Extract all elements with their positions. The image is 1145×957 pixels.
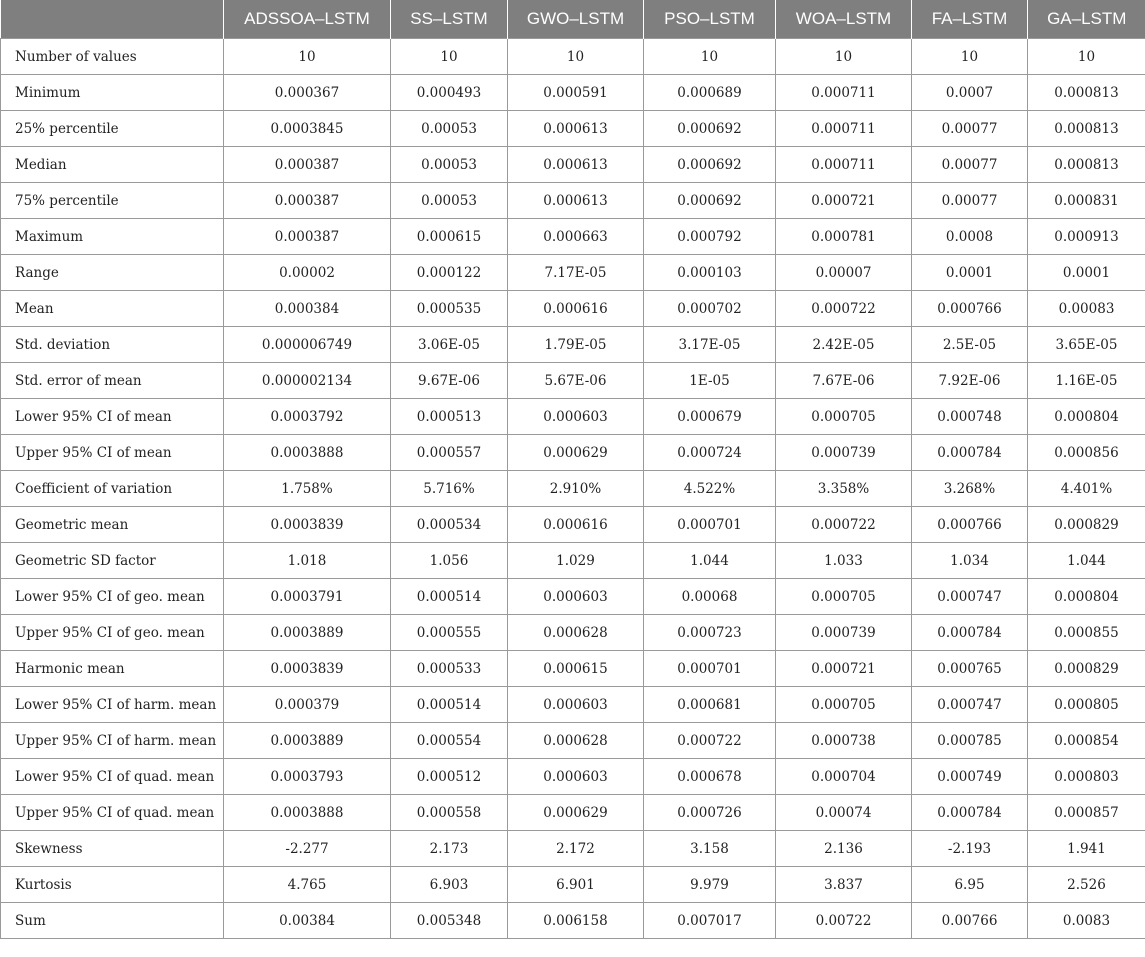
- table-cell: 0.000514: [391, 579, 508, 615]
- row-label: Range: [1, 255, 224, 291]
- table-cell: 0.000813: [1028, 147, 1145, 183]
- table-cell: 0.000829: [1028, 507, 1145, 543]
- row-label: Maximum: [1, 219, 224, 255]
- table-cell: 0.00077: [912, 111, 1028, 147]
- table-cell: 0.000615: [508, 651, 644, 687]
- row-label: Geometric SD factor: [1, 543, 224, 579]
- table-cell: 0.000558: [391, 795, 508, 831]
- table-cell: 1.056: [391, 543, 508, 579]
- table-cell: 0.000535: [391, 291, 508, 327]
- table-row: [1, 759, 1145, 795]
- row-label: Lower 95% CI of quad. mean: [1, 759, 224, 795]
- table-cell: 0.000747: [912, 687, 1028, 723]
- table-cell: 0.00077: [912, 147, 1028, 183]
- table-cell: 0.000766: [912, 507, 1028, 543]
- table-cell: 0.0003888: [224, 795, 391, 831]
- table-cell: 0.000856: [1028, 435, 1145, 471]
- table-cell: 0.000628: [508, 723, 644, 759]
- table-cell: 0.0083: [1028, 903, 1145, 939]
- table-cell: 0.000629: [508, 435, 644, 471]
- table-cell: 10: [776, 39, 912, 75]
- table-cell: 2.42E-05: [776, 327, 912, 363]
- table-cell: 0.0003889: [224, 723, 391, 759]
- table-cell: 0.000722: [776, 291, 912, 327]
- table-cell: 0.000829: [1028, 651, 1145, 687]
- table-row: [1, 183, 1145, 219]
- table-cell: 3.06E-05: [391, 327, 508, 363]
- table-cell: 0.000724: [644, 435, 776, 471]
- table-header: [1, 0, 1145, 39]
- table-cell: 0.000679: [644, 399, 776, 435]
- table-row: [1, 147, 1145, 183]
- table-cell: 0.000913: [1028, 219, 1145, 255]
- table-cell: 0.005348: [391, 903, 508, 939]
- table-cell: 0.000628: [508, 615, 644, 651]
- table-cell: 0.000705: [776, 399, 912, 435]
- table-cell: 5.67E-06: [508, 363, 644, 399]
- table-cell: 0.000554: [391, 723, 508, 759]
- table-row: [1, 435, 1145, 471]
- table-cell: 0.000705: [776, 579, 912, 615]
- table-cell: 0.000701: [644, 507, 776, 543]
- row-label: Geometric mean: [1, 507, 224, 543]
- table-cell: 0.000766: [912, 291, 1028, 327]
- table-cell: 0.000613: [508, 183, 644, 219]
- table-cell: 0.000603: [508, 399, 644, 435]
- table-cell: 0.000804: [1028, 399, 1145, 435]
- table-cell: 3.17E-05: [644, 327, 776, 363]
- row-label: Minimum: [1, 75, 224, 111]
- table-cell: 0.000701: [644, 651, 776, 687]
- table-cell: 0.00074: [776, 795, 912, 831]
- table-cell: 0.000723: [644, 615, 776, 651]
- table-cell: 3.268%: [912, 471, 1028, 507]
- table-cell: 0.000555: [391, 615, 508, 651]
- table-cell: 0.000689: [644, 75, 776, 111]
- table-row: [1, 219, 1145, 255]
- table-row: [1, 867, 1145, 903]
- table-cell: 0.000722: [644, 723, 776, 759]
- table-cell: 0.000514: [391, 687, 508, 723]
- table-cell: 0.0003791: [224, 579, 391, 615]
- table-cell: 1.033: [776, 543, 912, 579]
- row-label: Upper 95% CI of quad. mean: [1, 795, 224, 831]
- table-cell: 0.000512: [391, 759, 508, 795]
- table-cell: 0.00053: [391, 183, 508, 219]
- table-cell: 1.044: [644, 543, 776, 579]
- table-cell: 0.00083: [1028, 291, 1145, 327]
- table-cell: 2.526: [1028, 867, 1145, 903]
- table-cell: 1.034: [912, 543, 1028, 579]
- table-cell: 1.018: [224, 543, 391, 579]
- table-cell: 0.00068: [644, 579, 776, 615]
- table-cell: 0.000804: [1028, 579, 1145, 615]
- row-label: Std. deviation: [1, 327, 224, 363]
- table-cell: 1E-05: [644, 363, 776, 399]
- table-cell: 0.0003792: [224, 399, 391, 435]
- row-label: Upper 95% CI of geo. mean: [1, 615, 224, 651]
- table-cell: 7.67E-06: [776, 363, 912, 399]
- table-body: [1, 39, 1145, 939]
- table-cell: 0.000748: [912, 399, 1028, 435]
- table-cell: 0.0007: [912, 75, 1028, 111]
- table-cell: 0.000678: [644, 759, 776, 795]
- table-cell: 0.0003839: [224, 507, 391, 543]
- table-cell: 1.79E-05: [508, 327, 644, 363]
- table-cell: 0.000629: [508, 795, 644, 831]
- row-label: 75% percentile: [1, 183, 224, 219]
- table-cell: 10: [391, 39, 508, 75]
- table-cell: 0.000702: [644, 291, 776, 327]
- table-cell: 0.00007: [776, 255, 912, 291]
- column-header: WOA–LSTM: [776, 0, 912, 39]
- row-label: Harmonic mean: [1, 651, 224, 687]
- table-cell: 10: [912, 39, 1028, 75]
- table-cell: 0.000692: [644, 183, 776, 219]
- table-cell: 0.000747: [912, 579, 1028, 615]
- column-header: ADSSOA–LSTM: [224, 0, 391, 39]
- table-cell: 0.0001: [1028, 255, 1145, 291]
- table-cell: 0.000613: [508, 111, 644, 147]
- table-cell: 2.910%: [508, 471, 644, 507]
- table-row: [1, 363, 1145, 399]
- table-row: [1, 255, 1145, 291]
- table-cell: 0.000805: [1028, 687, 1145, 723]
- table-cell: 10: [1028, 39, 1145, 75]
- table-cell: 0.000557: [391, 435, 508, 471]
- table-cell: 0.000615: [391, 219, 508, 255]
- row-label: Kurtosis: [1, 867, 224, 903]
- table-cell: 0.000721: [776, 183, 912, 219]
- table-cell: 0.00053: [391, 147, 508, 183]
- column-header: PSO–LSTM: [644, 0, 776, 39]
- table-cell: 4.765: [224, 867, 391, 903]
- table-cell: 0.000384: [224, 291, 391, 327]
- table-row: [1, 687, 1145, 723]
- table-cell: 2.173: [391, 831, 508, 867]
- table-cell: 0.000613: [508, 147, 644, 183]
- table-cell: 10: [644, 39, 776, 75]
- table-cell: 0.000749: [912, 759, 1028, 795]
- table-cell: 0.000857: [1028, 795, 1145, 831]
- table-cell: 0.00002: [224, 255, 391, 291]
- table-cell: 0.000792: [644, 219, 776, 255]
- table-cell: 0.000726: [644, 795, 776, 831]
- table-row: [1, 723, 1145, 759]
- table-cell: 0.000379: [224, 687, 391, 723]
- table-row: [1, 291, 1145, 327]
- row-label: 25% percentile: [1, 111, 224, 147]
- table-cell: 2.5E-05: [912, 327, 1028, 363]
- table-cell: 0.000616: [508, 291, 644, 327]
- table-cell: 0.000739: [776, 615, 912, 651]
- table-cell: 3.158: [644, 831, 776, 867]
- table-cell: 0.000781: [776, 219, 912, 255]
- table-cell: 0.00766: [912, 903, 1028, 939]
- row-label: Upper 95% CI of mean: [1, 435, 224, 471]
- table-cell: 0.000813: [1028, 111, 1145, 147]
- table-cell: 0.0008: [912, 219, 1028, 255]
- table-cell: 0.000721: [776, 651, 912, 687]
- table-cell: 7.92E-06: [912, 363, 1028, 399]
- row-label: Skewness: [1, 831, 224, 867]
- table-row: [1, 543, 1145, 579]
- table-cell: 0.0003889: [224, 615, 391, 651]
- table-cell: 0.000855: [1028, 615, 1145, 651]
- table-cell: 0.000387: [224, 219, 391, 255]
- table-row: [1, 579, 1145, 615]
- table-cell: 3.837: [776, 867, 912, 903]
- table-cell: 0.000738: [776, 723, 912, 759]
- table-cell: -2.277: [224, 831, 391, 867]
- table-cell: 0.000681: [644, 687, 776, 723]
- table-cell: 0.0001: [912, 255, 1028, 291]
- table-cell: 0.0003839: [224, 651, 391, 687]
- column-header: SS–LSTM: [391, 0, 508, 39]
- header-row: [1, 0, 1145, 39]
- table-cell: 0.000831: [1028, 183, 1145, 219]
- table-cell: 0.000739: [776, 435, 912, 471]
- table-row: [1, 651, 1145, 687]
- table-cell: 0.000493: [391, 75, 508, 111]
- table-cell: 3.358%: [776, 471, 912, 507]
- table-cell: 1.029: [508, 543, 644, 579]
- table-row: [1, 75, 1145, 111]
- table-cell: 7.17E-05: [508, 255, 644, 291]
- table-cell: 0.00722: [776, 903, 912, 939]
- table-cell: 4.522%: [644, 471, 776, 507]
- table-cell: 1.941: [1028, 831, 1145, 867]
- table-row: [1, 471, 1145, 507]
- table-row: [1, 615, 1145, 651]
- table-cell: 0.000663: [508, 219, 644, 255]
- table-cell: 0.000765: [912, 651, 1028, 687]
- table-row: [1, 39, 1145, 75]
- table-cell: 0.0003793: [224, 759, 391, 795]
- table-cell: 0.000513: [391, 399, 508, 435]
- table-cell: 10: [224, 39, 391, 75]
- table-cell: 9.979: [644, 867, 776, 903]
- table-cell: 0.000122: [391, 255, 508, 291]
- table-cell: 0.000616: [508, 507, 644, 543]
- table-cell: 0.000006749: [224, 327, 391, 363]
- table-row: [1, 795, 1145, 831]
- table-row: [1, 399, 1145, 435]
- table-cell: -2.193: [912, 831, 1028, 867]
- column-header: FA–LSTM: [912, 0, 1028, 39]
- row-label: Std. error of mean: [1, 363, 224, 399]
- table-cell: 0.000603: [508, 579, 644, 615]
- table-row: [1, 327, 1145, 363]
- row-label: Lower 95% CI of mean: [1, 399, 224, 435]
- corner-header: [1, 0, 224, 39]
- table-cell: 2.136: [776, 831, 912, 867]
- table-cell: 6.903: [391, 867, 508, 903]
- table-cell: 0.007017: [644, 903, 776, 939]
- table-cell: 0.000591: [508, 75, 644, 111]
- table-cell: 0.000711: [776, 147, 912, 183]
- table-cell: 0.000784: [912, 795, 1028, 831]
- table-cell: 0.000711: [776, 75, 912, 111]
- table-cell: 6.901: [508, 867, 644, 903]
- table-cell: 0.000705: [776, 687, 912, 723]
- table-cell: 1.16E-05: [1028, 363, 1145, 399]
- table-cell: 0.00077: [912, 183, 1028, 219]
- table-cell: 10: [508, 39, 644, 75]
- table-cell: 0.00384: [224, 903, 391, 939]
- table-cell: 0.000533: [391, 651, 508, 687]
- row-label: Lower 95% CI of geo. mean: [1, 579, 224, 615]
- table-cell: 0.000813: [1028, 75, 1145, 111]
- table-cell: 0.000387: [224, 147, 391, 183]
- table-cell: 0.0003888: [224, 435, 391, 471]
- table-cell: 0.000002134: [224, 363, 391, 399]
- table-row: [1, 111, 1145, 147]
- table-row: [1, 903, 1145, 939]
- table-cell: 0.000692: [644, 147, 776, 183]
- row-label: Sum: [1, 903, 224, 939]
- table-row: [1, 507, 1145, 543]
- table-cell: 5.716%: [391, 471, 508, 507]
- row-label: Number of values: [1, 39, 224, 75]
- row-label: Mean: [1, 291, 224, 327]
- table-row: [1, 831, 1145, 867]
- table-cell: 0.000722: [776, 507, 912, 543]
- table-cell: 0.000784: [912, 615, 1028, 651]
- table-cell: 0.00053: [391, 111, 508, 147]
- table-cell: 0.000603: [508, 687, 644, 723]
- table-cell: 9.67E-06: [391, 363, 508, 399]
- table-cell: 0.000784: [912, 435, 1028, 471]
- table-cell: 4.401%: [1028, 471, 1145, 507]
- table-cell: 0.000711: [776, 111, 912, 147]
- table-cell: 0.000103: [644, 255, 776, 291]
- table-cell: 0.000704: [776, 759, 912, 795]
- table-cell: 0.000367: [224, 75, 391, 111]
- row-label: Upper 95% CI of harm. mean: [1, 723, 224, 759]
- row-label: Coefficient of variation: [1, 471, 224, 507]
- table-cell: 0.000534: [391, 507, 508, 543]
- table-cell: 0.000803: [1028, 759, 1145, 795]
- table-cell: 0.000785: [912, 723, 1028, 759]
- table-cell: 1.758%: [224, 471, 391, 507]
- table-cell: 0.000854: [1028, 723, 1145, 759]
- row-label: Lower 95% CI of harm. mean: [1, 687, 224, 723]
- table-cell: 1.044: [1028, 543, 1145, 579]
- table-cell: 0.000387: [224, 183, 391, 219]
- table-cell: 2.172: [508, 831, 644, 867]
- row-label: Median: [1, 147, 224, 183]
- table-cell: 0.006158: [508, 903, 644, 939]
- table-cell: 6.95: [912, 867, 1028, 903]
- table-cell: 3.65E-05: [1028, 327, 1145, 363]
- table-cell: 0.000603: [508, 759, 644, 795]
- column-header: GA–LSTM: [1028, 0, 1145, 39]
- table-cell: 0.000692: [644, 111, 776, 147]
- column-header: GWO–LSTM: [508, 0, 644, 39]
- table-cell: 0.0003845: [224, 111, 391, 147]
